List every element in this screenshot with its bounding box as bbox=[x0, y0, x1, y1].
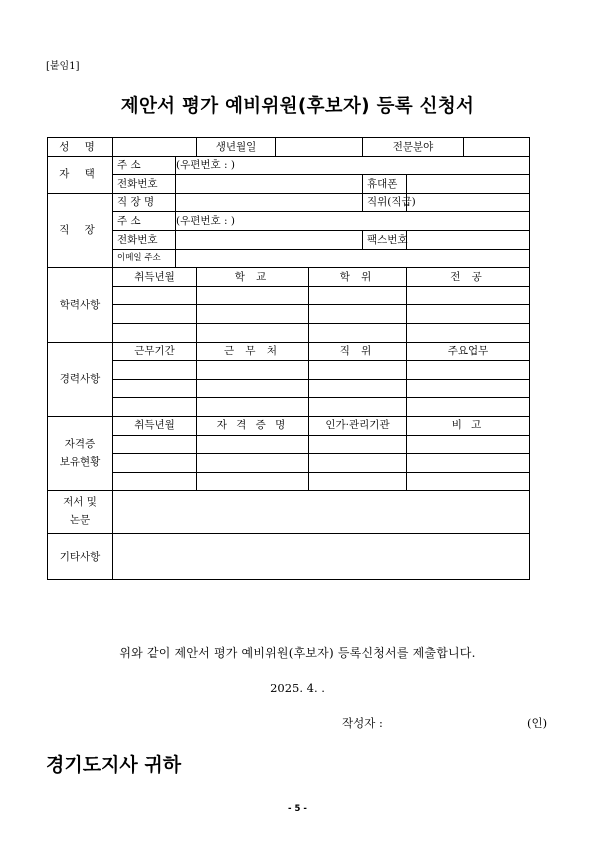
workplace-label: 직 장 명 bbox=[113, 193, 176, 212]
field-label: 전문분야 bbox=[363, 138, 464, 157]
writer-label: 작성자 : bbox=[342, 716, 383, 730]
name-label: 성 명 bbox=[48, 138, 113, 157]
publications-field[interactable] bbox=[113, 491, 530, 534]
page-number: - 5 - bbox=[288, 804, 307, 814]
position-grade-label: 직위(직급) bbox=[363, 193, 407, 212]
submission-date: 2025. 4. . bbox=[270, 681, 325, 695]
work-address-field[interactable]: (우편번호 : ) bbox=[176, 212, 530, 231]
certificate-header-note: 비 고 bbox=[407, 416, 530, 435]
email-field[interactable] bbox=[176, 249, 530, 268]
education-cell[interactable] bbox=[407, 323, 530, 342]
attachment-label: [붙임1] bbox=[46, 61, 80, 72]
career-header-position: 직 위 bbox=[309, 342, 407, 361]
work-phone-field[interactable] bbox=[176, 230, 363, 249]
home-phone-label: 전화번호 bbox=[113, 175, 176, 194]
career-cell[interactable] bbox=[113, 398, 197, 417]
certificate-cell[interactable] bbox=[309, 435, 407, 454]
mobile-label: 휴대폰 bbox=[363, 175, 407, 194]
career-cell[interactable] bbox=[309, 398, 407, 417]
certificate-cell[interactable] bbox=[113, 454, 197, 473]
education-cell[interactable] bbox=[113, 286, 197, 305]
form-title: 제안서 평가 예비위원(후보자) 등록 신청서 bbox=[120, 96, 475, 117]
certificate-header-issuer: 인가·관리기관 bbox=[309, 416, 407, 435]
certificate-cell[interactable] bbox=[197, 472, 309, 491]
career-cell[interactable] bbox=[113, 361, 197, 380]
birth-field[interactable] bbox=[276, 138, 363, 157]
registration-form-table bbox=[47, 137, 530, 580]
career-cell[interactable] bbox=[197, 398, 309, 417]
certificate-cell[interactable] bbox=[197, 435, 309, 454]
career-header-period: 근무기간 bbox=[113, 342, 197, 361]
birth-label: 생년월일 bbox=[197, 138, 276, 157]
certificate-cell[interactable] bbox=[309, 472, 407, 491]
education-cell[interactable] bbox=[197, 305, 309, 324]
education-section-label: 학력사항 bbox=[48, 268, 113, 342]
education-cell[interactable] bbox=[309, 323, 407, 342]
certificate-section-label bbox=[48, 416, 113, 490]
other-field[interactable] bbox=[113, 534, 530, 580]
certificate-cell[interactable] bbox=[407, 454, 530, 473]
mobile-field[interactable] bbox=[407, 175, 530, 194]
home-phone-field[interactable] bbox=[176, 175, 363, 194]
home-label: 자 택 bbox=[48, 156, 113, 193]
certificate-cell[interactable] bbox=[407, 435, 530, 454]
name-field[interactable] bbox=[113, 138, 197, 157]
education-cell[interactable] bbox=[113, 305, 197, 324]
work-label: 직 장 bbox=[48, 193, 113, 267]
career-cell[interactable] bbox=[309, 379, 407, 398]
other-label: 기타사항 bbox=[48, 534, 113, 580]
workplace-field[interactable] bbox=[176, 193, 363, 212]
education-header-school: 학 교 bbox=[197, 268, 309, 287]
fax-field[interactable] bbox=[407, 230, 530, 249]
education-header-degree: 학 위 bbox=[309, 268, 407, 287]
field-input[interactable] bbox=[464, 138, 530, 157]
certificate-header-date: 취득년월 bbox=[113, 416, 197, 435]
work-address-label: 주 소 bbox=[113, 212, 176, 231]
education-cell[interactable] bbox=[197, 286, 309, 305]
career-cell[interactable] bbox=[309, 361, 407, 380]
email-label: 이메일 주소 bbox=[113, 249, 176, 268]
career-cell[interactable] bbox=[113, 379, 197, 398]
certificate-cell[interactable] bbox=[407, 472, 530, 491]
position-grade-field[interactable] bbox=[407, 193, 530, 212]
submission-statement: 위와 같이 제안서 평가 예비위원(후보자) 등록신청서를 제출합니다. bbox=[119, 646, 476, 660]
home-address-field[interactable]: (우편번호 : ) bbox=[176, 156, 530, 175]
publications-label bbox=[48, 491, 113, 534]
certificate-label-line2: 보유현황 bbox=[59, 455, 101, 468]
education-cell[interactable] bbox=[309, 286, 407, 305]
recipient: 경기도지사 귀하 bbox=[46, 754, 182, 776]
publications-label-line1: 저서 및 bbox=[63, 496, 97, 509]
publications-label-line2: 논문 bbox=[69, 514, 91, 527]
career-section-label: 경력사항 bbox=[48, 342, 113, 416]
certificate-label-line1: 자격증 bbox=[64, 437, 96, 450]
education-cell[interactable] bbox=[113, 323, 197, 342]
career-cell[interactable] bbox=[197, 379, 309, 398]
career-cell[interactable] bbox=[407, 379, 530, 398]
career-cell[interactable] bbox=[197, 361, 309, 380]
certificate-header-name: 자 격 증 명 bbox=[197, 416, 309, 435]
career-header-workplace: 근 무 처 bbox=[197, 342, 309, 361]
education-cell[interactable] bbox=[407, 286, 530, 305]
certificate-cell[interactable] bbox=[113, 472, 197, 491]
fax-label: 팩스번호 bbox=[363, 230, 407, 249]
career-cell[interactable] bbox=[407, 361, 530, 380]
work-phone-label: 전화번호 bbox=[113, 230, 176, 249]
education-header-date: 취득년월 bbox=[113, 268, 197, 287]
certificate-cell[interactable] bbox=[197, 454, 309, 473]
education-cell[interactable] bbox=[407, 305, 530, 324]
certificate-cell[interactable] bbox=[113, 435, 197, 454]
education-cell[interactable] bbox=[197, 323, 309, 342]
certificate-cell[interactable] bbox=[309, 454, 407, 473]
education-cell[interactable] bbox=[309, 305, 407, 324]
career-header-duties: 주요업무 bbox=[407, 342, 530, 361]
education-header-major: 전 공 bbox=[407, 268, 530, 287]
career-cell[interactable] bbox=[407, 398, 530, 417]
seal-label: (인) bbox=[527, 716, 548, 730]
home-address-label: 주 소 bbox=[113, 156, 176, 175]
